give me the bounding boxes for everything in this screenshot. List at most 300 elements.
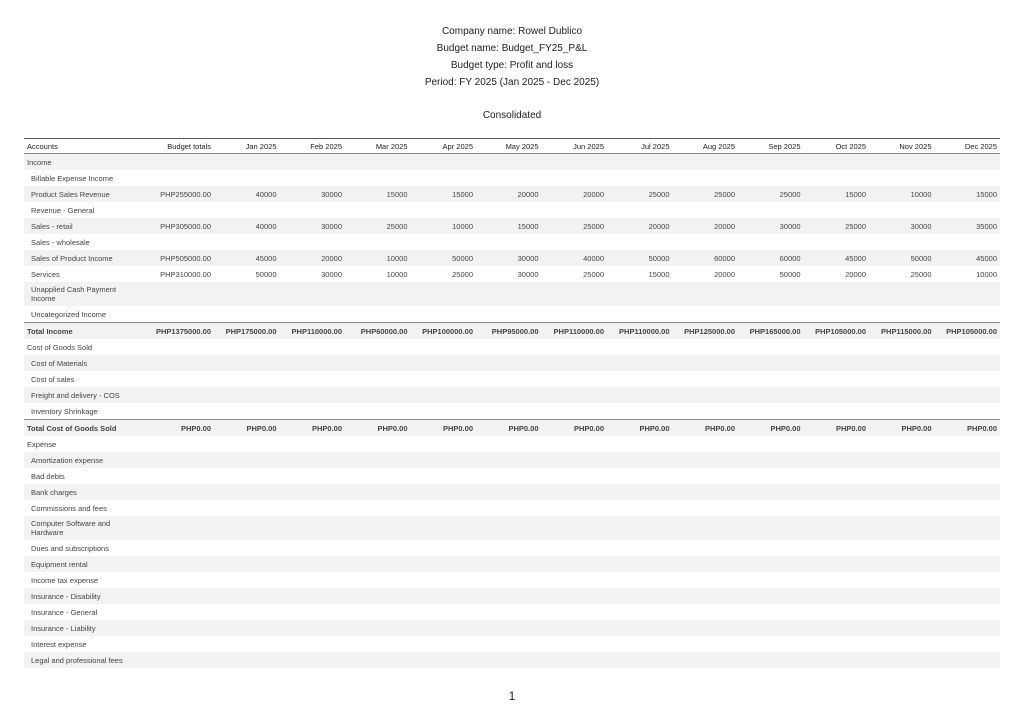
value-cell [869,371,935,387]
value-cell [345,652,411,668]
value-cell [214,234,280,250]
value-cell [607,516,673,540]
table-row [24,154,1000,171]
value-cell: PHP105000.00 [804,323,870,340]
value-cell [738,484,804,500]
value-cell [607,572,673,588]
value-cell [607,436,673,452]
value-cell [869,500,935,516]
value-cell [935,282,1001,306]
account-name: Equipment rental [24,556,144,572]
value-cell [345,339,411,355]
value-cell [144,234,214,250]
value-cell [935,436,1001,452]
account-name: Interest expense [31,639,87,649]
value-cell [214,516,280,540]
value-cell [673,355,739,371]
value-cell [345,540,411,556]
value-cell [280,387,346,403]
table-header-row [24,139,1000,154]
value-cell [673,572,739,588]
value-cell [738,387,804,403]
value-cell: PHP115000.00 [869,323,935,340]
value-cell [476,452,542,468]
value-cell [607,387,673,403]
value-cell [411,556,477,572]
table-row [24,484,1000,500]
value-cell: PHP110000.00 [542,323,608,340]
value-cell [214,500,280,516]
value-cell [144,620,214,636]
value-cell: 15000 [648,269,670,279]
value-cell [804,452,870,468]
value-cell: 40000 [214,218,280,234]
value-cell [214,540,280,556]
table-row [24,250,1000,266]
value-cell [476,540,542,556]
value-cell: PHP0.00 [345,420,411,437]
value-cell [935,540,1001,556]
value-cell [280,588,346,604]
value-cell [804,371,870,387]
value-cell [542,306,608,323]
value-cell [214,371,280,387]
value-cell [542,636,608,652]
value-cell [673,556,739,572]
account-name: Income tax expense [31,575,99,585]
value-cell: PHP0.00 [280,420,346,437]
value-cell: PHP0.00 [542,420,608,437]
value-cell [411,306,477,323]
account-name: Sales - wholesale [31,237,90,247]
table-row [24,620,1000,636]
value-cell: PHP505000.00 [144,250,214,266]
value-cell [673,588,739,604]
value-cell [738,339,804,355]
value-cell: 40000 [214,186,280,202]
value-cell [804,306,870,323]
table-row [24,588,1000,604]
value-cell [345,636,411,652]
value-cell: 10000 [976,269,997,279]
value-cell [607,170,673,186]
value-cell [673,452,739,468]
value-cell: PHP60000.00 [345,323,411,340]
value-cell: 60000 [738,250,804,266]
value-cell: 15000 [804,186,870,202]
value-cell [476,403,542,420]
value-cell: 30000 [476,250,542,266]
value-cell [738,154,804,171]
value-cell [214,202,280,218]
value-cell [280,202,346,218]
value-cell [804,500,870,516]
account-name: Revenue - General [31,205,95,215]
value-cell: PHP165000.00 [738,323,804,340]
value-cell [607,620,673,636]
value-cell [411,355,477,371]
value-cell [214,620,280,636]
value-cell [144,154,214,171]
value-cell [280,234,346,250]
value-cell: 50000 [607,250,673,266]
value-cell: 15000 [476,218,542,234]
value-cell [411,339,477,355]
table-row [24,218,1000,234]
value-cell [673,170,739,186]
table-row [24,572,1000,588]
value-cell: 20000 [542,186,608,202]
table-row [24,387,1000,403]
account-name: Billable Expense Income [31,173,114,183]
value-cell [144,500,214,516]
value-cell [607,636,673,652]
value-cell [144,452,214,468]
value-cell [804,234,870,250]
value-cell [476,306,542,323]
value-cell [804,652,870,668]
value-cell [673,436,739,452]
account-name: Sales of Product Income [24,250,144,266]
value-cell [738,540,804,556]
account-name: Cost of Goods Sold [27,342,93,352]
value-cell [280,306,346,323]
value-cell [804,588,870,604]
value-cell [214,154,280,171]
value-cell [411,371,477,387]
value-cell [214,403,280,420]
value-cell: PHP0.00 [607,420,673,437]
value-cell [738,234,804,250]
value-cell: 10000 [345,250,411,266]
value-cell [214,468,280,484]
value-cell [673,620,739,636]
value-cell [144,588,214,604]
value-cell [542,500,608,516]
value-cell [673,540,739,556]
value-cell: PHP110000.00 [280,323,346,340]
value-cell [869,282,935,306]
value-cell [542,282,608,306]
value-cell [673,516,739,540]
value-cell [144,516,214,540]
value-cell: PHP100000.00 [411,323,477,340]
value-cell [542,339,608,355]
value-cell [280,636,346,652]
value-cell [935,620,1001,636]
value-cell [476,355,542,371]
table-row [24,516,1000,540]
value-cell [144,202,214,218]
value-cell: 10000 [869,186,935,202]
column-header: Sep 2025 [738,139,804,154]
value-cell: 25000 [345,218,411,234]
value-cell: 10000 [411,218,477,234]
column-header: Dec 2025 [935,139,1001,154]
value-cell: 50000 [869,250,935,266]
value-cell [476,604,542,620]
value-cell [280,540,346,556]
value-cell [542,620,608,636]
value-cell [542,387,608,403]
company-name: Company name: Rowel Dublico [441,26,583,37]
value-cell [411,604,477,620]
total-row [24,323,1000,340]
value-cell [869,452,935,468]
value-cell [144,436,214,452]
value-cell [738,556,804,572]
value-cell [214,282,280,306]
value-cell [738,282,804,306]
value-cell [411,387,477,403]
value-cell: 30000 [517,269,539,279]
value-cell [345,387,411,403]
value-cell [673,484,739,500]
value-cell: PHP0.00 [214,420,280,437]
value-cell: PHP255000.00 [144,186,214,202]
value-cell [476,620,542,636]
table-row [24,540,1000,556]
value-cell [673,371,739,387]
value-cell [869,436,935,452]
column-header: Oct 2025 [804,139,870,154]
account-name: Insurance - Liability [24,620,144,636]
column-header: Jun 2025 [542,139,608,154]
value-cell: PHP0.00 [673,420,739,437]
value-cell: 15000 [935,186,1001,202]
value-cell [411,588,477,604]
value-cell [869,202,935,218]
column-header: Feb 2025 [280,139,346,154]
value-cell [144,282,214,306]
value-cell [935,516,1001,540]
value-cell [542,202,608,218]
column-header: Apr 2025 [411,139,477,154]
value-cell [214,436,280,452]
value-cell [804,355,870,371]
value-cell [280,436,346,452]
value-cell [673,282,739,306]
value-cell: 50000 [411,250,477,266]
value-cell [476,636,542,652]
value-cell [738,468,804,484]
value-cell: 45000 [214,250,280,266]
value-cell [144,387,214,403]
value-cell [607,652,673,668]
account-name: Legal and professional fees [24,652,144,668]
value-cell: 45000 [804,250,870,266]
value-cell [738,588,804,604]
value-cell: 35000 [935,218,1001,234]
value-cell [214,339,280,355]
value-cell: 25000 [673,186,739,202]
value-cell [345,620,411,636]
table-row [24,604,1000,620]
value-cell [804,484,870,500]
account-name: Bad debts [31,471,65,481]
value-cell [607,282,673,306]
table-row [24,500,1000,516]
value-cell [869,170,935,186]
value-cell [280,403,346,420]
value-cell [738,371,804,387]
value-cell [476,468,542,484]
value-cell [280,620,346,636]
value-cell [345,306,411,323]
value-cell: 45000 [935,250,1001,266]
value-cell [607,154,673,171]
value-cell [935,588,1001,604]
value-cell: 40000 [542,250,608,266]
value-cell [673,339,739,355]
value-cell [214,170,280,186]
value-cell [804,282,870,306]
value-cell [214,452,280,468]
value-cell [345,355,411,371]
value-cell [345,371,411,387]
value-cell [476,387,542,403]
value-cell [738,170,804,186]
table-row [24,403,1000,420]
value-cell [144,556,214,572]
value-cell [542,484,608,500]
value-cell [411,572,477,588]
value-cell [869,306,935,323]
value-cell: PHP0.00 [411,420,477,437]
page-number: 1 [508,689,516,703]
value-cell [738,620,804,636]
value-cell [935,154,1001,171]
value-cell: 60000 [673,250,739,266]
value-cell [280,154,346,171]
value-cell [542,588,608,604]
value-cell: 15000 [345,186,411,202]
value-cell [607,306,673,323]
value-cell: 25000 [910,269,932,279]
value-cell [476,202,542,218]
value-cell [476,154,542,171]
value-cell [345,604,411,620]
value-cell [144,339,214,355]
value-cell [673,468,739,484]
value-cell [214,355,280,371]
value-cell [476,339,542,355]
budget-type: Budget type: Profit and loss [450,60,574,71]
value-cell [738,652,804,668]
value-cell [280,282,346,306]
account-name: Services [31,269,60,279]
table-row [24,452,1000,468]
table-row [24,436,1000,452]
value-cell [144,355,214,371]
value-cell [869,604,935,620]
value-cell [607,452,673,468]
value-cell [673,234,739,250]
value-cell [869,540,935,556]
value-cell [144,468,214,484]
budget-period: Period: FY 2025 (Jan 2025 - Dec 2025) [424,77,600,88]
value-cell [214,636,280,652]
budget-table [24,138,1000,668]
table-row [24,186,1000,202]
value-cell [673,652,739,668]
value-cell: PHP310000.00 [160,269,211,279]
value-cell [804,154,870,171]
value-cell [804,468,870,484]
column-header: May 2025 [476,139,542,154]
account-name: Total Cost of Goods Sold [24,420,144,437]
value-cell [280,484,346,500]
value-cell [738,452,804,468]
value-cell [673,604,739,620]
value-cell [411,516,477,540]
table-row [24,371,1000,387]
value-cell [476,500,542,516]
value-cell [144,572,214,588]
value-cell [411,652,477,668]
value-cell [411,484,477,500]
value-cell: 50000 [779,269,801,279]
value-cell [673,500,739,516]
value-cell [476,371,542,387]
value-cell [607,500,673,516]
account-name: Insurance - General [31,607,98,617]
value-cell [280,468,346,484]
value-cell: 20000 [607,218,673,234]
value-cell [280,572,346,588]
value-cell [411,154,477,171]
value-cell: PHP0.00 [144,420,214,437]
value-cell: PHP305000.00 [144,218,214,234]
value-cell [869,154,935,171]
account-name: Unapplied Cash Payment Income [24,282,144,306]
value-cell [345,452,411,468]
value-cell [476,282,542,306]
column-header: Jan 2025 [214,139,280,154]
value-cell [144,403,214,420]
value-cell: 25000 [804,218,870,234]
value-cell [411,636,477,652]
value-cell [542,468,608,484]
account-name: Sales - retail [24,218,144,234]
value-cell [542,403,608,420]
value-cell [476,484,542,500]
value-cell [542,604,608,620]
value-cell [345,154,411,171]
value-cell [869,652,935,668]
value-cell [738,403,804,420]
value-cell [607,556,673,572]
value-cell [804,556,870,572]
value-cell: PHP1375000.00 [144,323,214,340]
value-cell [607,371,673,387]
value-cell [935,202,1001,218]
table-row [24,306,1000,323]
value-cell [214,588,280,604]
account-name: Bank charges [24,484,144,500]
value-cell [345,572,411,588]
value-cell: 10000 [386,269,408,279]
value-cell: PHP0.00 [476,420,542,437]
value-cell: 15000 [411,186,477,202]
value-cell [935,572,1001,588]
value-cell [607,540,673,556]
value-cell [345,234,411,250]
value-cell [804,636,870,652]
value-cell [804,387,870,403]
total-row [24,420,1000,437]
value-cell [542,452,608,468]
